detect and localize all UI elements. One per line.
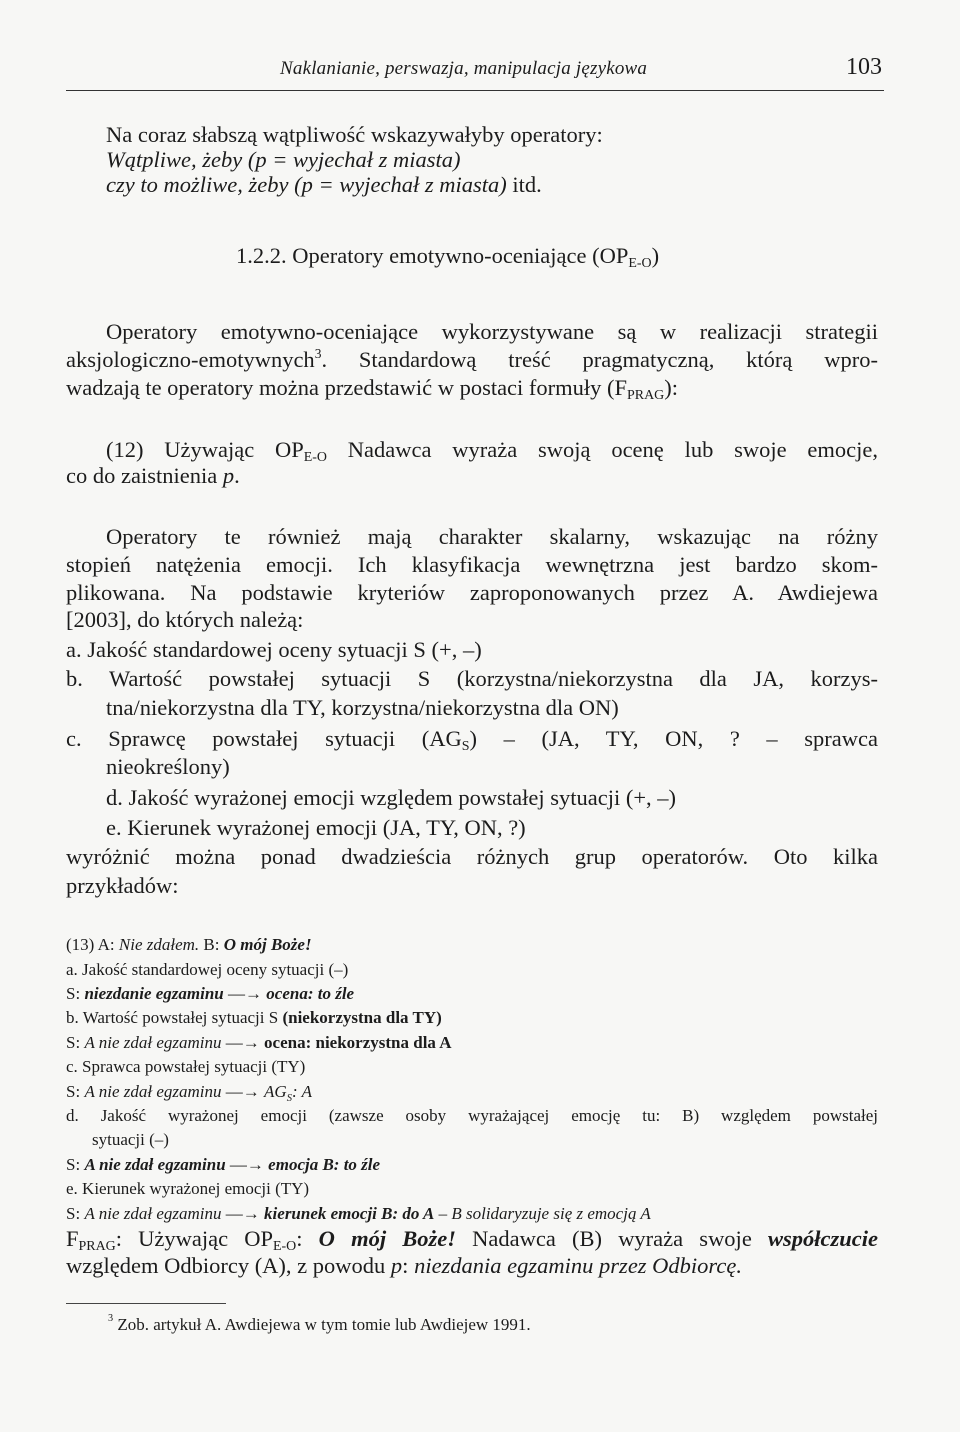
s5-comment: – B solidaryzuje się z emocją A bbox=[434, 1204, 651, 1223]
para1-line-2b: . Standardową treść pragmatyczną, którą wpro- bbox=[321, 347, 878, 372]
criterion-c-line-2: nieokreślony) bbox=[106, 754, 230, 779]
criterion-b-line-2: tna/niekorzystna dla TY, korzystna/niekorzystna dla ON) bbox=[106, 695, 619, 720]
s5-situation: A nie zdał egzaminu bbox=[84, 1204, 222, 1223]
formula-12-text-b: Nadawca wyraża swoją ocenę lub swoje emocje, bbox=[327, 437, 878, 462]
section-heading-text: 1.2.2. Operatory emotywno-oceniające (OP bbox=[236, 243, 629, 268]
criterion-c-text-a: c. Sprawcę powstałej sytuacji (AG bbox=[66, 726, 462, 751]
criterion-a: a. Jakość standardowej oceny sytuacji S (+, –) bbox=[66, 637, 482, 662]
formula-12-sub: E-O bbox=[303, 450, 328, 465]
s3-situation: A nie zdał egzaminu bbox=[84, 1082, 222, 1101]
s3-result-tail: : A bbox=[291, 1082, 312, 1101]
para1-line-3-sub: PRAG bbox=[627, 388, 665, 403]
fprag-text-a: : Używając OP bbox=[115, 1226, 273, 1251]
s4-result: emocja B: to źle bbox=[268, 1155, 381, 1174]
example-13-a-label: (13) A: bbox=[66, 935, 119, 954]
criterion-e: e. Kierunek wyrażonej emocji (JA, TY, ON, ?) bbox=[106, 815, 526, 840]
footnote-mark: 3 bbox=[108, 1313, 114, 1324]
para1-line-2a: aksjologiczno-emotywnych bbox=[66, 347, 315, 372]
formula-12-line-2 bbox=[66, 463, 240, 489]
s3-label: S: bbox=[66, 1082, 85, 1101]
fprag-f-sub: PRAG bbox=[78, 1239, 116, 1254]
s1-result: ocena: to źle bbox=[266, 984, 355, 1003]
para1-line-3a: wadzają te operatory można przedstawić w postaci formuły (F bbox=[66, 375, 628, 400]
formula-12-line-2a: co do zaistnienia bbox=[66, 463, 223, 488]
s4-situation: A nie zdał egzaminu bbox=[84, 1155, 226, 1174]
s3-result-sub: S bbox=[286, 1093, 292, 1104]
arrow-icon: —→ bbox=[221, 1082, 265, 1101]
intro-line-3 bbox=[106, 172, 542, 198]
fprag-text-d: Nadawca (B) wyraża swoje bbox=[456, 1226, 768, 1251]
fprag-utterance: O mój Boże! bbox=[318, 1226, 456, 1251]
arrow-icon: —→ bbox=[225, 1155, 269, 1174]
fprag-line-2a: względem Odbiorcy (A), z powodu bbox=[66, 1253, 391, 1278]
section-heading-close: ) bbox=[651, 243, 660, 268]
section-heading bbox=[236, 243, 659, 272]
fprag-reason: niezdania egzaminu przez Odbiorcę. bbox=[414, 1253, 742, 1278]
para1-line-2 bbox=[66, 346, 878, 373]
example-13-s3 bbox=[66, 1082, 312, 1104]
fprag-colon: : bbox=[296, 1226, 319, 1251]
arrow-icon: —→ bbox=[221, 1204, 265, 1223]
s3-result: AG bbox=[264, 1082, 287, 1101]
example-13-b-text: b. Wartość powstałej sytuacji S bbox=[66, 1008, 283, 1027]
formula-12-line-2b: . bbox=[234, 463, 240, 488]
fprag-line-1 bbox=[66, 1226, 878, 1255]
para1-line-1: Operatory emotywno-oceniające wykorzystywane są w realizacji strategii bbox=[106, 319, 878, 344]
example-13-b-bold: (niekorzystna dla TY) bbox=[282, 1008, 442, 1027]
footnote-text: Zob. artykuł A. Awdiejewa w tym tomie lub Awdiejew 1991. bbox=[113, 1315, 531, 1334]
fprag-f: F bbox=[66, 1226, 79, 1251]
para2-line-2: stopień natężenia emocji. Ich klasyfikacja wewnętrzna jest bardzo skom- bbox=[66, 552, 878, 577]
example-13-b-utterance: O mój Boże! bbox=[223, 935, 312, 954]
section-heading-sub: E-O bbox=[628, 256, 652, 271]
example-13-heading bbox=[66, 935, 312, 955]
example-13-s4 bbox=[66, 1155, 380, 1175]
para1-line-3b: ): bbox=[664, 375, 678, 400]
criteria-after-line-2: przykładów: bbox=[66, 873, 179, 898]
s5-result: kierunek emocji B: do A bbox=[264, 1204, 435, 1223]
criterion-b-line-1: b. Wartość powstałej sytuacji S (korzystna/niekorzystna dla JA, korzys- bbox=[66, 666, 878, 691]
example-13-b-label: B: bbox=[199, 935, 224, 954]
criteria-after-line-1: wyróżnić można ponad dwadzieścia różnych grup operatorów. Oto kilka bbox=[66, 844, 878, 869]
example-13-c: c. Sprawca powstałej sytuacji (TY) bbox=[66, 1057, 306, 1076]
criterion-c-line-1 bbox=[66, 726, 878, 755]
intro-line-1: Na coraz słabszą wątpliwość wskazywałyby operatory: bbox=[106, 122, 603, 147]
criterion-c-sub: S bbox=[461, 739, 470, 754]
example-13-s1 bbox=[66, 984, 354, 1004]
s2-result: ocena: niekorzystna dla A bbox=[264, 1033, 452, 1052]
s2-label: S: bbox=[66, 1033, 85, 1052]
formula-12-text-a: (12) Używając OP bbox=[106, 437, 304, 462]
running-title: Naklanianie, perswazja, manipulacja językowa bbox=[280, 58, 648, 79]
example-13-a-utterance: Nie zdałem. bbox=[118, 935, 200, 954]
criterion-d: d. Jakość wyrażonej emocji względem powstałej sytuacji (+, –) bbox=[106, 785, 677, 810]
example-13-e: e. Kierunek wyrażonej emocji (TY) bbox=[66, 1179, 310, 1198]
footnote-ref: 3 bbox=[314, 346, 322, 361]
arrow-icon: —→ bbox=[223, 984, 267, 1003]
para2-line-4: [2003], do których należą: bbox=[66, 607, 304, 632]
example-13-d-line-2: sytuacji (–) bbox=[92, 1130, 169, 1149]
s5-label: S: bbox=[66, 1204, 85, 1223]
page-number: 103 bbox=[846, 54, 882, 80]
fprag-emotion: współczucie bbox=[767, 1226, 878, 1251]
footnote bbox=[108, 1313, 531, 1335]
para1-line-3 bbox=[66, 375, 678, 404]
example-13-s5 bbox=[66, 1204, 651, 1224]
intro-line-2: Wątpliwe, żeby (p = wyjechał z miasta) bbox=[106, 147, 461, 172]
s1-label: S: bbox=[66, 984, 85, 1003]
s1-situation: niezdanie egzaminu bbox=[84, 984, 224, 1003]
criterion-c-text-b: ) – (JA, TY, ON, ? – sprawca bbox=[469, 726, 878, 751]
example-13-b bbox=[66, 1008, 442, 1028]
fprag-op-sub: E-O bbox=[273, 1239, 297, 1254]
para2-line-1: Operatory te również mają charakter skalarny, wskazując na różny bbox=[106, 524, 878, 549]
fprag-p: p bbox=[390, 1253, 403, 1278]
fprag-line-2 bbox=[66, 1253, 742, 1279]
arrow-icon: —→ bbox=[221, 1033, 265, 1052]
example-13-s2 bbox=[66, 1033, 452, 1053]
formula-12-p: p bbox=[222, 463, 235, 488]
s4-label: S: bbox=[66, 1155, 85, 1174]
formula-12-line-1 bbox=[106, 437, 878, 466]
example-13-d-line-1: d. Jakość wyrażonej emocji (zawsze osoby wyrażającej emocję tu: B) względem powstałej bbox=[66, 1106, 878, 1125]
intro-line-3-italic: czy to możliwe, żeby (p = wyjechał z miasta) bbox=[106, 172, 507, 197]
fprag-colon-2: : bbox=[402, 1253, 415, 1278]
s2-situation: A nie zdał egzaminu bbox=[84, 1033, 222, 1052]
intro-line-3-tail: itd. bbox=[506, 172, 542, 197]
footnote-rule bbox=[66, 1303, 226, 1304]
example-13-a: a. Jakość standardowej oceny sytuacji (–) bbox=[66, 960, 349, 979]
page-header bbox=[66, 54, 884, 91]
para2-line-3: plikowana. Na podstawie kryteriów zaproponowanych przez A. Awdiejewa bbox=[66, 580, 878, 605]
